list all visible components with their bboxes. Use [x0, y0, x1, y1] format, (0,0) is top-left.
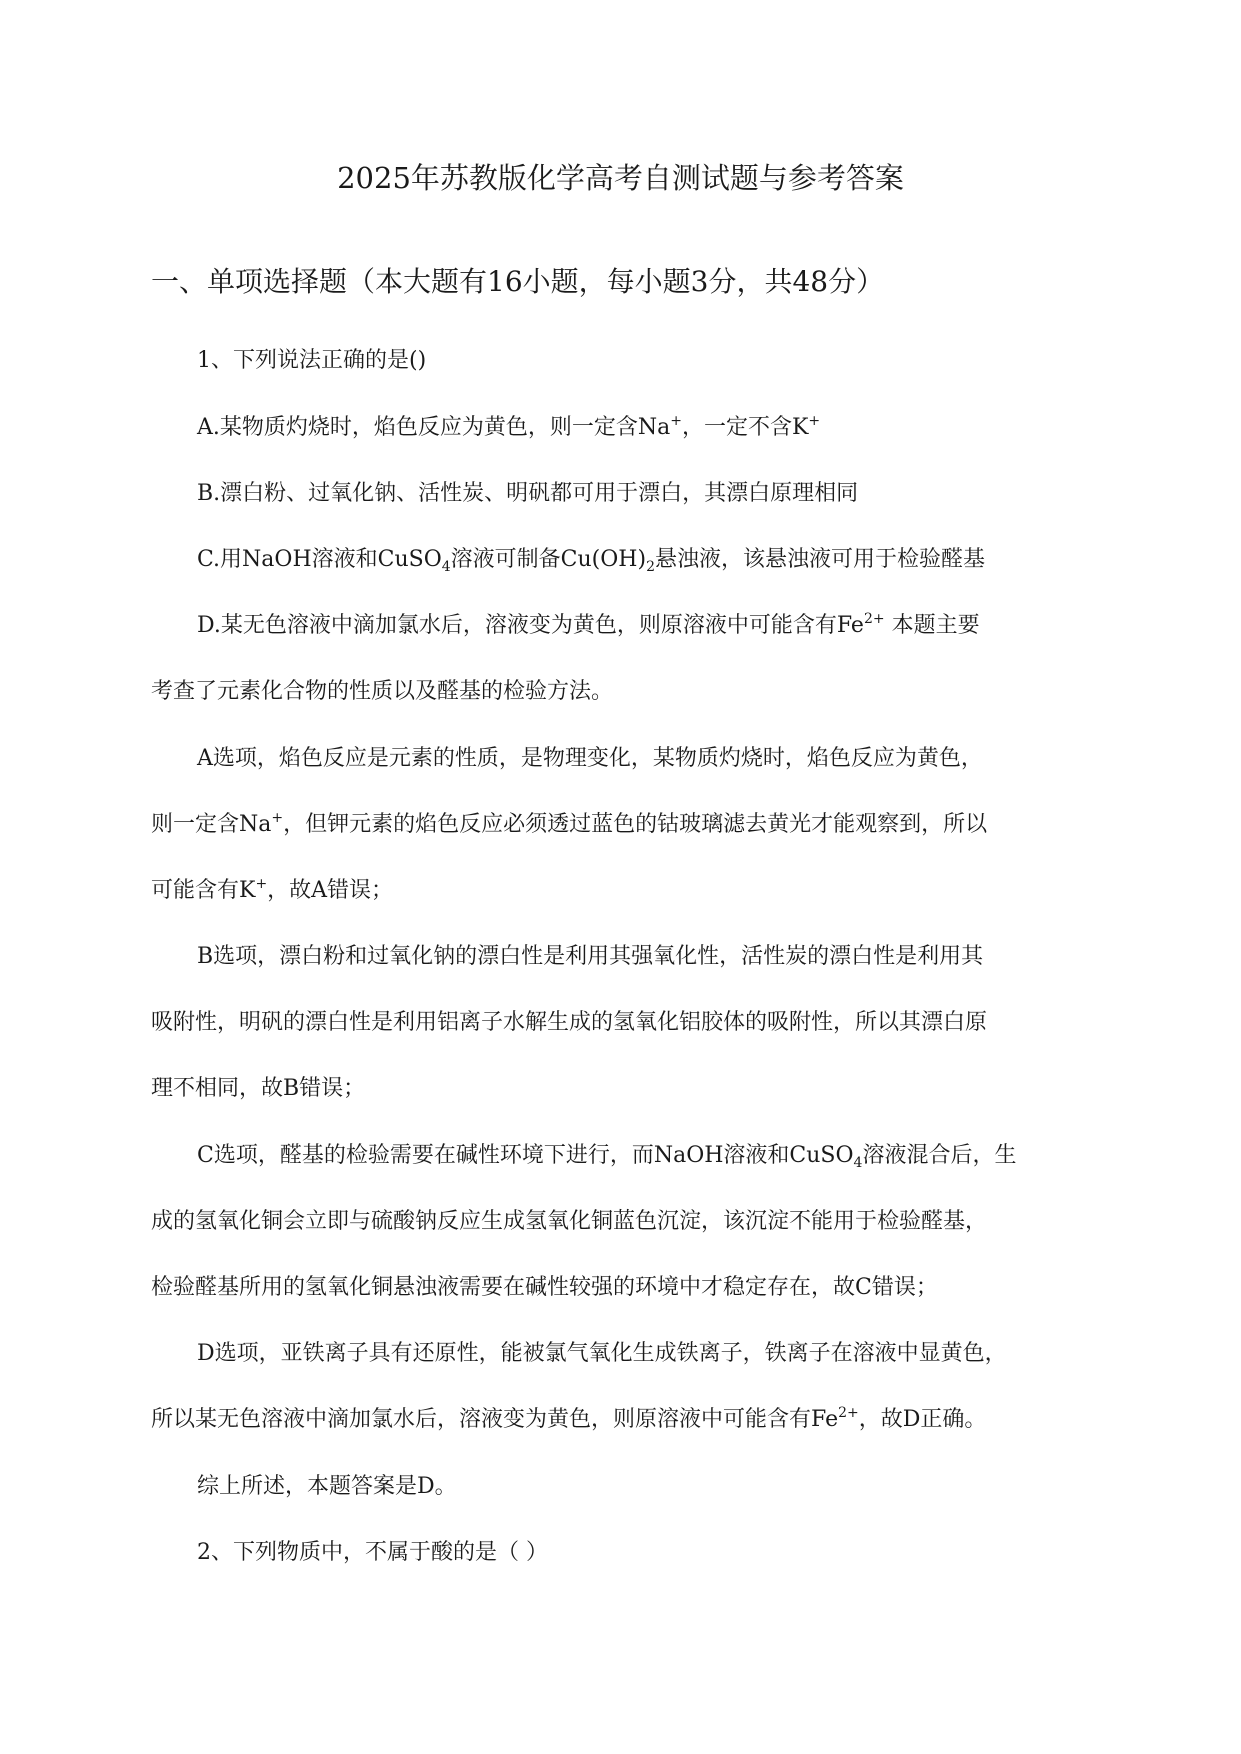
explanation-d-line-2-text-1: 所以某无色溶液中滴加氯水后，溶液变为黄色，则原溶液中可能含有Fe: [151, 1407, 839, 1432]
explanation-c-line-1-sub: 4: [853, 1155, 863, 1171]
explanation-a-line-3-sup: +: [255, 876, 268, 892]
option-a-text-1: A.某物质灼烧时，焰色反应为黄色，则一定含Na: [197, 415, 671, 440]
explanation-c-line-3: 检验醛基所用的氢氧化铜悬浊液需要在碱性较强的环境中才稳定存在，故C错误；: [151, 1275, 938, 1300]
explanation-d-line-2-sup: 2+: [838, 1405, 859, 1421]
option-d-text-2: 本题主要: [884, 613, 980, 638]
explanation-d-line-2-text-2: ，故D正确。: [858, 1407, 987, 1432]
option-a-sup-1: +: [670, 413, 682, 429]
section-heading: 一、单项选择题（本大题有16小题，每小题3分，共48分）: [151, 265, 885, 298]
question-1-stem: 1、下列说法正确的是(): [197, 348, 427, 373]
explanation-b-line-1: B选项，漂白粉和过氧化钠的漂白性是利用其强氧化性，活性炭的漂白性是利用其: [197, 944, 984, 969]
question-2-stem: 2、下列物质中，不属于酸的是（ ）: [197, 1540, 548, 1565]
explanation-d-line-2: [151, 1404, 1091, 1436]
question-1-option-a: [197, 412, 1137, 444]
option-c-text-3: 悬浊液，该悬浊液可用于检验醛基: [654, 547, 985, 572]
explanation-a-line-2: [151, 809, 1091, 841]
explanation-c-line-1: [197, 1140, 1137, 1172]
option-d-text-1: D.某无色溶液中滴加氯水后，溶液变为黄色，则原溶液中可能含有Fe: [197, 613, 864, 638]
explanation-intro: 考查了元素化合物的性质以及醛基的检验方法。: [151, 679, 614, 704]
explanation-d-line-1: D选项，亚铁离子具有还原性，能被氯气氧化生成铁离子，铁离子在溶液中显黄色，: [197, 1341, 1007, 1366]
option-c-sub-2: 2: [646, 559, 655, 575]
explanation-a-line-1: A选项，焰色反应是元素的性质，是物理变化，某物质灼烧时，焰色反应为黄色，: [197, 746, 983, 771]
explanation-a-line-2-text-1: 则一定含Na: [151, 812, 272, 837]
question-1-option-c: [197, 544, 1137, 576]
explanation-c-line-1-text-1: C选项，醛基的检验需要在碱性环境下进行，而NaOH溶液和CuSO: [197, 1143, 854, 1168]
option-c-text-2: 溶液可制备Cu(OH): [450, 547, 647, 572]
explanation-c-line-1-text-2: 溶液混合后，生: [862, 1143, 1017, 1168]
question-1-option-d: [197, 610, 1137, 642]
option-a-text-2: ，一定不含K: [681, 415, 809, 440]
explanation-a-line-2-sup: +: [271, 810, 284, 826]
explanation-a-line-3-text-2: ，故A错误；: [267, 878, 394, 903]
explanation-b-line-2: 吸附性，明矾的漂白性是利用铝离子水解生成的氢氧化铝胶体的吸附性，所以其漂白原: [151, 1010, 988, 1035]
explanation-c-line-2: 成的氢氧化铜会立即与硫酸钠反应生成氢氧化铜蓝色沉淀，该沉淀不能用于检验醛基，: [151, 1209, 988, 1234]
explanation-a-line-3-text-1: 可能含有K: [151, 878, 256, 903]
answer-summary: 综上所述，本题答案是D。: [197, 1474, 457, 1499]
option-d-sup: 2+: [863, 611, 885, 627]
option-c-sub-1: 4: [441, 559, 451, 575]
explanation-a-line-2-text-2: ，但钾元素的焰色反应必须透过蓝色的钴玻璃滤去黄光才能观察到，所以: [283, 812, 988, 837]
option-c-text-1: C.用NaOH溶液和CuSO: [197, 547, 442, 572]
question-1-option-b: B.漂白粉、过氧化钠、活性炭、明矾都可用于漂白，其漂白原理相同: [197, 481, 859, 506]
explanation-b-line-3: 理不相同，故B错误；: [151, 1076, 366, 1101]
option-a-sup-2: +: [808, 413, 821, 429]
explanation-a-line-3: [151, 875, 1091, 907]
document-title: 2025年苏教版化学高考自测试题与参考答案: [337, 161, 904, 195]
